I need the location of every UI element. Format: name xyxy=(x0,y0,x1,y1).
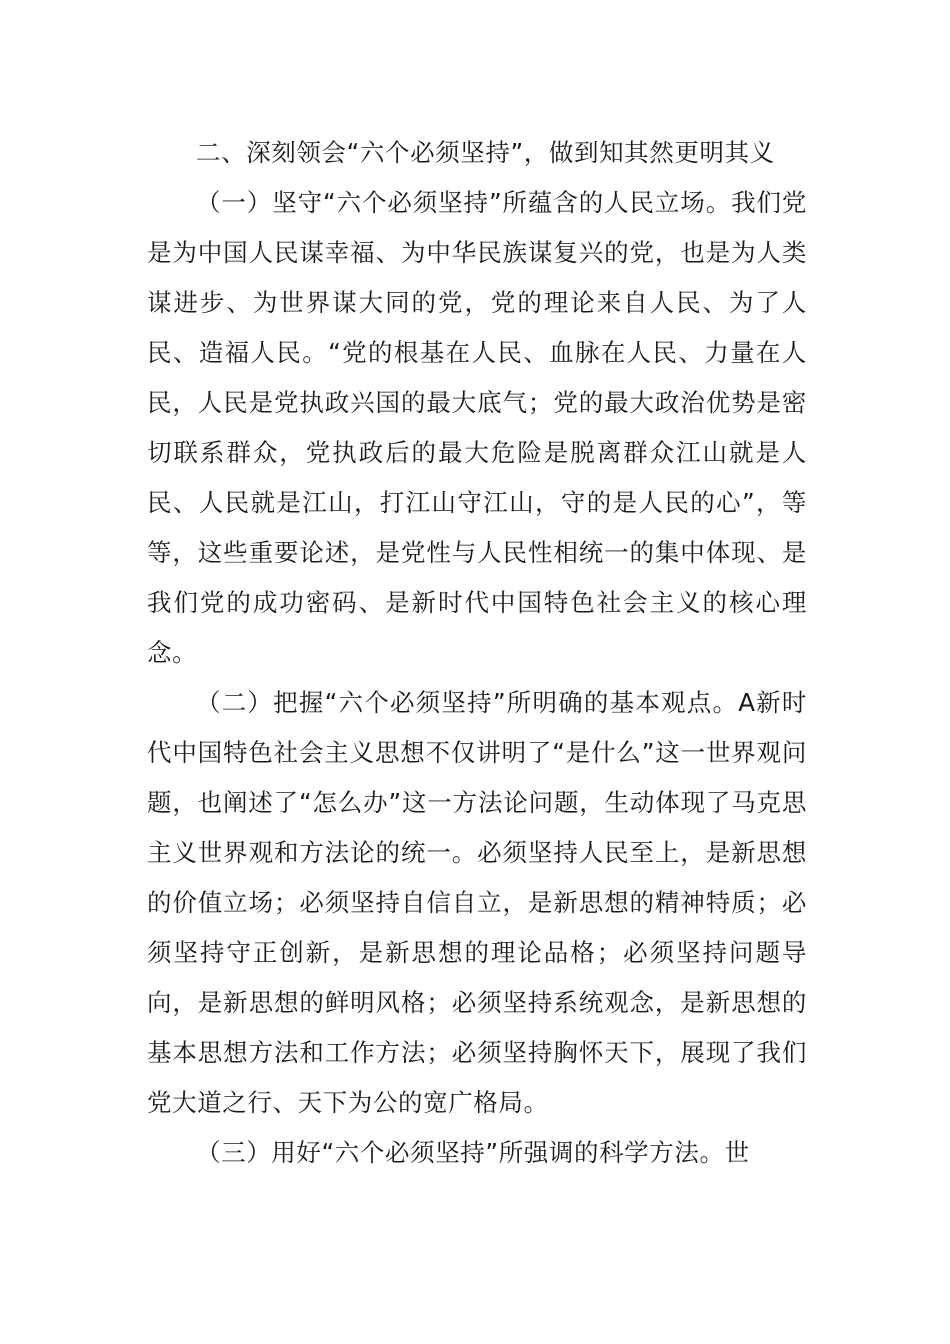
paragraph-2: （二）把握“六个必须坚持”所明确的基本观点。A新时代中国特色社会主义思想不仅讲明了“是什么”这一世界观问题，也阐述了“怎么办”这一方法论问题，生动体现了马克思主义世界观和方法论的统一。必须坚持人民至上，是新思想的价值立场；必须坚持自信自立，是新思想的精神特质；必须坚持守正创新，是新思想的理论品格；必须坚持问题导向，是新思想的鲜明风格；必须坚持系统观念，是新思想的基本思想方法和工作方法；必须坚持胸怀天下，展现了我们党大道之行、天下为公的宽广格局。 xyxy=(147,688,807,1117)
section-heading: 二、深刻领会“六个必须坚持”，做到知其然更明其义 xyxy=(196,138,775,167)
paragraph-3: （三）用好“六个必须坚持”所强调的科学方法。世 xyxy=(196,1138,750,1167)
paragraph-1: （一）坚守“六个必须坚持”所蕴含的人民立场。我们党是为中国人民谋幸福、为中华民族谋复兴的党，也是为人类谋进步、为世界谋大同的党，党的理论来自人民、为了人民、造福人民。“党的根基在人民、血脉在人民、力量在人民，人民是党执政兴国的最大底气；党的最大政治优势是密切联系群众，党执政后的最大危险是脱离群众江山就是人民、人民就是江山，打江山守江山，守的是人民的心”，等等，这些重要论述，是党性与人民性相统一的集中体现、是我们党的成功密码、是新时代中国特色社会主义的核心理念。 xyxy=(147,188,807,667)
document-body xyxy=(147,128,807,1178)
